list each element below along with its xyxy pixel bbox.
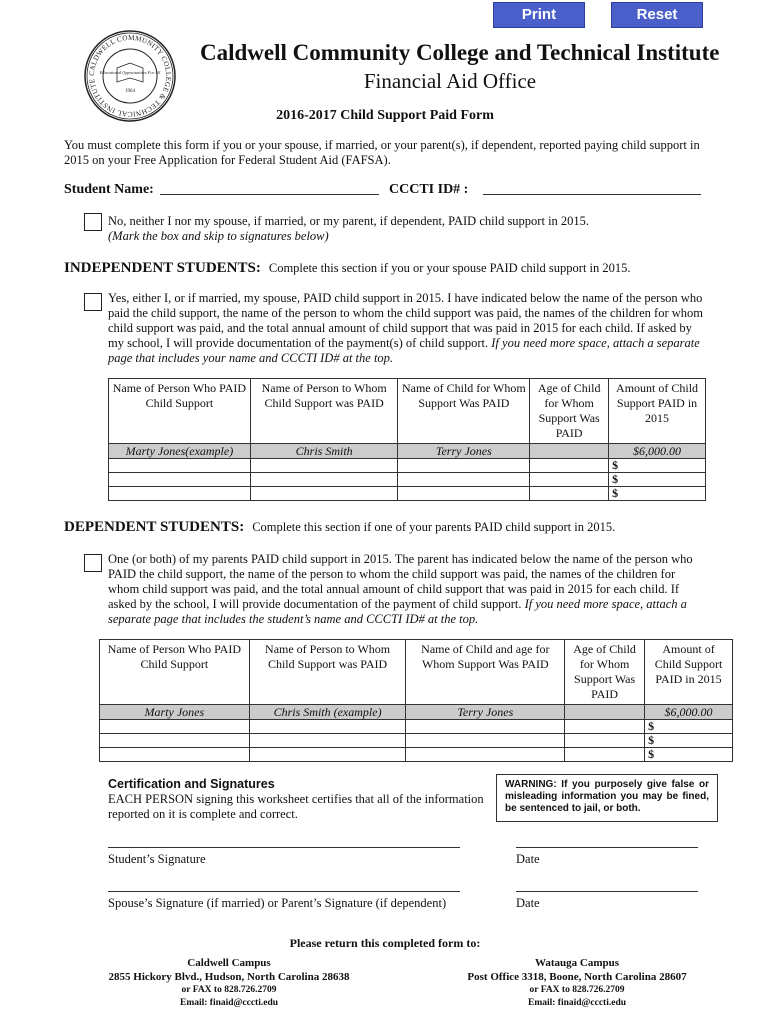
example-cell: Chris Smith (example) (249, 705, 406, 720)
independent-heading: INDEPENDENT STUDENTS: Complete this section if you or your spouse PAID child support in 2015. (64, 260, 631, 276)
table-cell[interactable] (530, 459, 609, 473)
table-cell[interactable] (100, 720, 250, 734)
form-title: 2016-2017 Child Support Paid Form (276, 108, 494, 123)
student-date-field[interactable] (516, 847, 698, 848)
reset-button[interactable]: Reset (611, 2, 703, 28)
column-header: Name of Person to Whom Child Support was PAID (249, 640, 406, 705)
table-cell[interactable] (250, 473, 398, 487)
certification-text: EACH PERSON signing this worksheet certifies that all of the information reported on it is complete and correct. (108, 792, 484, 821)
table-cell[interactable] (100, 748, 250, 762)
table-cell[interactable] (406, 720, 565, 734)
table-cell[interactable] (565, 748, 645, 762)
student-date-label: Date (516, 852, 540, 866)
svg-text:Educational Opportunities For: Educational Opportunities For All (99, 70, 161, 75)
spouse-parent-signature-field[interactable] (108, 891, 460, 892)
example-row (100, 705, 733, 720)
table-cell[interactable] (398, 459, 530, 473)
table-row[interactable] (109, 459, 706, 473)
example-cell: Terry Jones (398, 444, 530, 459)
table-cell[interactable] (398, 487, 530, 501)
column-header: Name of Child for Whom Support Was PAID (398, 379, 530, 444)
column-header: Name of Child and age for Whom Support Was PAID (406, 640, 565, 705)
table-cell[interactable] (406, 748, 565, 762)
print-button[interactable]: Print (493, 2, 585, 28)
example-cell: Chris Smith (250, 444, 398, 459)
spouse-parent-date-label: Date (516, 896, 540, 910)
column-header: Name of Person Who PAID Child Support (100, 640, 250, 705)
table-row[interactable] (100, 748, 733, 762)
table-cell[interactable] (249, 748, 406, 762)
student-id-label: CCCTI ID# : (389, 182, 469, 197)
amount-cell[interactable]: $ (609, 473, 706, 487)
example-cell: Marty Jones(example) (109, 444, 251, 459)
column-header: Age of Child for Whom Support Was PAID (530, 379, 609, 444)
example-cell: Terry Jones (406, 705, 565, 720)
amount-cell[interactable]: $ (645, 720, 733, 734)
student-signature-label: Student’s Signature (108, 852, 206, 866)
amount-cell[interactable]: $ (609, 459, 706, 473)
watauga-campus-address: Watauga Campus Post Office 3318, Boone, North Carolina 28607 or FAX to 828.726.2709 Email: finaid@cccti.edu (467, 957, 687, 1008)
spouse-parent-date-field[interactable] (516, 891, 698, 892)
column-header: Amount of Child Support PAID in 2015 (645, 640, 733, 705)
table-cell[interactable] (250, 487, 398, 501)
table-cell[interactable] (406, 734, 565, 748)
college-name: Caldwell Community College and Technical Institute (200, 40, 720, 65)
office-name: Financial Aid Office (363, 69, 537, 93)
table-row[interactable] (109, 487, 706, 501)
table-cell[interactable] (109, 459, 251, 473)
column-header: Age of Child for Whom Support Was PAID (565, 640, 645, 705)
example-row (109, 444, 706, 459)
table-cell[interactable] (565, 720, 645, 734)
column-header: Amount of Child Support PAID in 2015 (609, 379, 706, 444)
svg-text:CALDWELL COMMUNITY COLLEGE & T: CALDWELL COMMUNITY COLLEGE & TECHNICAL INSTITUTE (87, 33, 173, 119)
table-header-row (100, 640, 733, 705)
independent-statement: Yes, either I, or if married, my spouse, PAID child support in 2015. I have indicated below the name of the person who paid the child support, the name of the person to whom the child support was paid, the names of the children for whom child support was paid, and the total annual amount of child support that was paid in 2015 for each child. If asked by my school, I will provide documentation of the payment(s) of child support. If you need more space, attach a separate page that includes your name and CCCTI ID# at the top. (108, 291, 704, 365)
table-cell[interactable] (565, 734, 645, 748)
table-cell[interactable] (109, 487, 251, 501)
intro-text: You must complete this form if you or your spouse, if married, or your parent(s), if dependent, reported paying child support in 2015 on your Free Application for Federal Student Aid (FAFSA). (64, 138, 700, 167)
table-header-row (109, 379, 706, 444)
student-name-field[interactable] (160, 194, 379, 195)
student-name-label: Student Name: (64, 182, 154, 197)
example-cell: $6,000.00 (645, 705, 733, 720)
example-cell (530, 444, 609, 459)
svg-text:1964: 1964 (125, 89, 135, 94)
table-cell[interactable] (398, 473, 530, 487)
table-row[interactable] (100, 734, 733, 748)
column-header: Name of Person to Whom Child Support was PAID (250, 379, 398, 444)
table-cell[interactable] (100, 734, 250, 748)
certification-heading: Certification and Signatures (108, 777, 275, 791)
student-signature-field[interactable] (108, 847, 460, 848)
column-header: Name of Person Who PAID Child Support (109, 379, 251, 444)
amount-cell[interactable]: $ (609, 487, 706, 501)
amount-cell[interactable]: $ (645, 748, 733, 762)
dependent-heading: DEPENDENT STUDENTS: Complete this section if one of your parents PAID child support in 2015. (64, 519, 616, 535)
independent-checkbox[interactable] (84, 293, 102, 311)
student-id-field[interactable] (483, 194, 701, 195)
table-cell[interactable] (530, 487, 609, 501)
warning-box: WARNING: If you purposely give false or misleading information you may be fined, be sentenced to jail, or both. (496, 774, 718, 822)
example-cell: $6,000.00 (609, 444, 706, 459)
spouse-parent-signature-label: Spouse’s Signature (if married) or Parent’s Signature (if dependent) (108, 896, 447, 910)
example-cell: Marty Jones (100, 705, 250, 720)
dependent-table (99, 639, 733, 762)
return-instructions: Please return this completed form to: (289, 936, 481, 950)
no-option-text: No, neither I nor my spouse, if married, or my parent, if dependent, PAID child support in 2015. (Mark the box and skip to signatures below) (108, 214, 590, 243)
caldwell-campus-address: Caldwell Campus 2855 Hickory Blvd., Hudson, North Carolina 28638 or FAX to 828.726.2709 Email: finaid@cccti.edu (108, 957, 350, 1008)
table-row[interactable] (109, 473, 706, 487)
example-cell (565, 705, 645, 720)
table-cell[interactable] (530, 473, 609, 487)
dependent-checkbox[interactable] (84, 554, 102, 572)
independent-table (108, 378, 706, 501)
table-cell[interactable] (249, 734, 406, 748)
dependent-statement: One (or both) of my parents PAID child support in 2015. The parent has indicated below the name of the person who PAID the child support, the name of the person to whom the child support was paid, the names of the children for whom child support was paid, and the total annual amount of child support that was paid in 2015 for each child. If asked by the school, I will provide documentation of the payment of child support. If you need more space, attach a separate page that includes the student’s name and CCCTI ID# at the top. (108, 552, 693, 626)
table-cell[interactable] (109, 473, 251, 487)
no-child-support-checkbox[interactable] (84, 213, 102, 231)
amount-cell[interactable]: $ (645, 734, 733, 748)
table-cell[interactable] (249, 720, 406, 734)
table-cell[interactable] (250, 459, 398, 473)
table-row[interactable] (100, 720, 733, 734)
